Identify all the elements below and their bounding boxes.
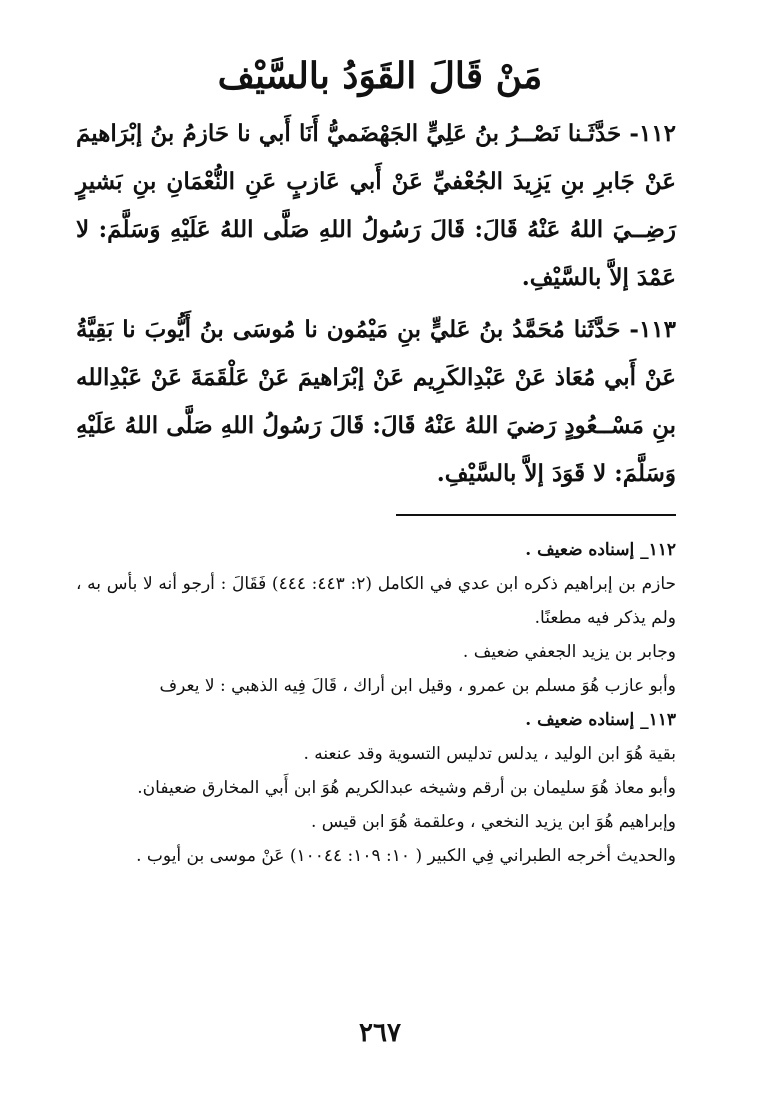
hadith-112: ١١٢- حَدَّثَـنا نَصْــرُ بنُ عَلِيٍّ الجَهْضَميُّ أَنَا أَبي نا حَازمُ بنُ إبْرَاهيمَ عَنْ جَابرِ بنِ يَزِيدَ الجُعْفيِّ عَنْ أَبي عَازبٍ عَنِ النُّعْمَانِ بنِ بَشيرٍ رَضِــيَ اللهُ عَنْهُ قَالَ: قَالَ رَسُولُ اللهِ صَلَّى اللهُ عَلَيْهِ وَسَلَّمَ: لا عَمْدَ إلاَّ بالسَّيْفِ.	[76, 120, 676, 291]
footnote-line: وأبو معاذ هُوَ سليمان بن أرقم وشيخه عبدالكريم هُوَ ابن أَبي المخارق ضعيفان.	[137, 778, 676, 798]
footnote-113-heading: ١١٣_ إسناده ضعيف .	[525, 710, 676, 730]
hadith-section	[76, 110, 676, 502]
footnote-line: وأبو عازب هُوَ مسلم بن عمرو ، وقيل ابن أراك ، قَالَ فِيه الذهبي : لا يعرف	[159, 676, 676, 696]
footnote-line: والحديث أخرجه الطبراني فِي الكبير ( ١٠: ١٠٩: ١٠٠٤٤) عَنْ موسى بن أيوب .	[136, 846, 676, 866]
footnote-divider	[396, 514, 676, 516]
footnote-line: وجابر بن يزيد الجعفي ضعيف .	[462, 642, 676, 662]
page-number: ٢٦٧	[359, 1018, 401, 1048]
footnotes-section	[76, 533, 676, 873]
footnote-line: بقية هُوَ ابن الوليد ، يدلس تدليس التسوية وقد عنعنه .	[303, 744, 676, 764]
footnote-112-heading: ١١٢_ إسناده ضعيف .	[525, 540, 676, 560]
footnote-line: وإبراهيم هُوَ ابن يزيد النخعي ، وعلقمة هُوَ ابن قيس .	[311, 812, 676, 832]
chapter-title: مَنْ قَالَ القَوَدُ بالسَّيْف	[217, 55, 543, 97]
footnote-line: حازم بن إبراهيم ذكره ابن عدي في الكامل (٢: ٤٤٣: ٤٤٤) فَقَالَ : أرجو أنه لا بأس به ، ولم يذكر فيه مطعنًا.	[76, 574, 677, 628]
hadith-113: ١١٣- حَدَّثَنا مُحَمَّدُ بنُ عَليٍّ بنِ مَيْمُون نا مُوسَى بنُ أَيُّوبَ نا بَقِيَّةُ عَنْ أَبي مُعَاذ عَنْ عَبْدِالكَرِيم عَنْ إبْرَاهيمَ عَنْ عَلْقَمَةَ عَنْ عَبْدِالله بنِ مَسْــعُودٍ رَضيَ اللهُ عَنْهُ قَالَ: قَالَ رَسُولُ اللهِ صَلَّى اللهُ عَلَيْهِ وَسَلَّمَ: لا قَوَدَ إلاَّ بالسَّيْفِ.	[76, 316, 676, 487]
